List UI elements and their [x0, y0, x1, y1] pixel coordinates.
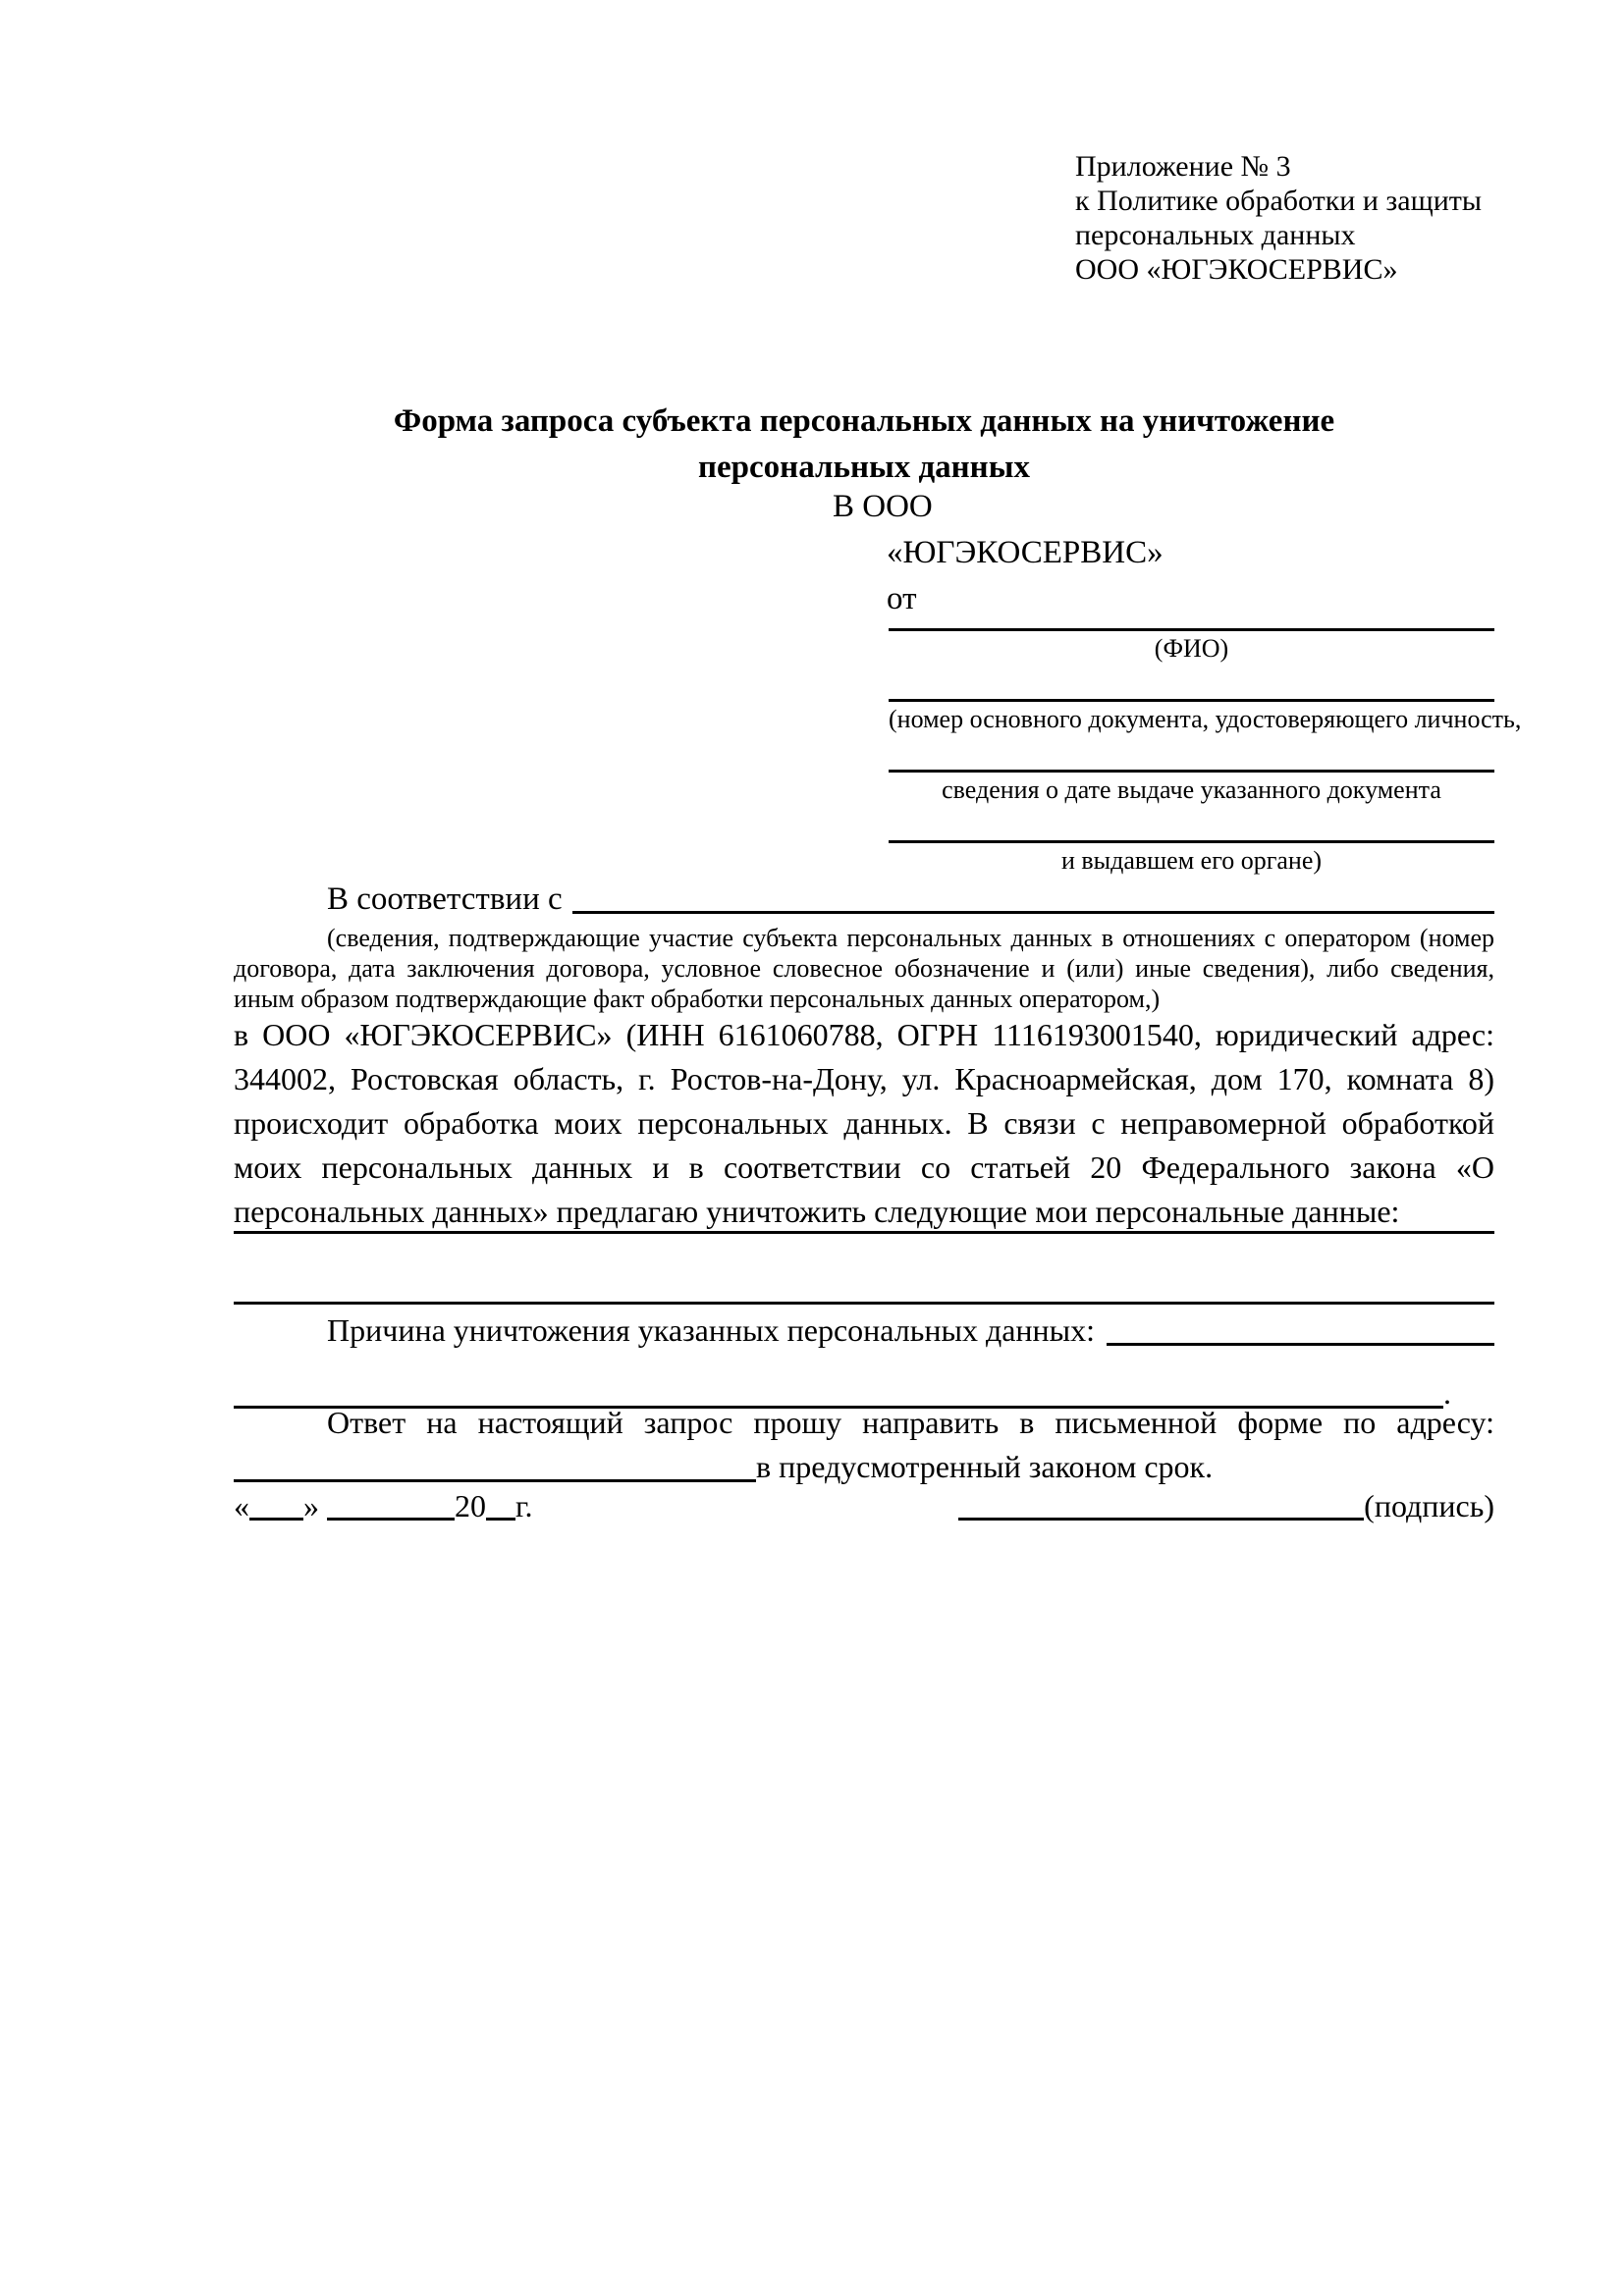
signature-date-row — [234, 1484, 1494, 1529]
signature-blank-line — [958, 1488, 1364, 1521]
form-title — [234, 399, 1494, 491]
doc-number-label: (номер основного документа, удостоверяющего личность, — [889, 705, 1522, 733]
fio-label: (ФИО) — [1154, 634, 1229, 663]
doc-issue-date-label: сведения о дате выдаче указанного документа — [942, 775, 1441, 804]
date-line — [234, 1484, 533, 1526]
reason-line — [234, 1309, 1494, 1351]
day-blank — [249, 1488, 303, 1521]
month-blank — [327, 1488, 455, 1521]
response-suffix: в предусмотренный законом срок. — [756, 1449, 1214, 1484]
reason-blank-line — [1107, 1309, 1494, 1346]
appendix-header — [1075, 149, 1482, 287]
accordance-prefix: В соответствии с — [327, 881, 563, 917]
date-open-quote: « — [234, 1488, 249, 1523]
doc-issue-date-blank-line — [889, 770, 1494, 773]
header-line: персональных данных — [1075, 219, 1356, 251]
doc-issuer-blank-line — [889, 840, 1494, 843]
main-paragraph: в ООО «ЮГЭКОСЕРВИС» (ИНН 6161060788, ОГРН 1116193001540, юридический адрес: 344002, Ростовская область, г. Ростов-на-Дону, ул. Красноармейская, дом 170, комната 8) происходит обработка моих персональных данных. В связи с неправомерной обработкой моих персональных данных и в соответствии со статьей 20 Федерального закона «О персональных данных» предлагаю уничтожить следующие мои персональные данные: — [234, 1017, 1494, 1229]
doc-issuer-label: и выдавшем его органе) — [1060, 846, 1323, 875]
data-to-destroy-blank-line-2 — [234, 1302, 1494, 1305]
reason-line-period: . — [1443, 1375, 1451, 1411]
year-suffix: г. — [515, 1488, 533, 1523]
accordance-note: (сведения, подтверждающие участие субъекта персональных данных в отношениях с оператором (номер договора, дата заключения договора, условное словесное обозначение и (или) иные сведения), либо сведения, иным образом подтверждающие факт обработки персональных данных оператором,) — [234, 924, 1494, 1013]
doc-number-blank-line — [889, 699, 1494, 702]
reason-prefix: Причина уничтожения указанных персональных данных: — [327, 1312, 1096, 1348]
accordance-line — [327, 880, 1494, 919]
year-prefix: 20 — [455, 1488, 486, 1523]
fio-blank-line — [889, 628, 1494, 631]
header-line: Приложение № 3 — [1075, 150, 1291, 183]
addressee-org-name: «ЮГЭКОСЕРВИС» — [887, 535, 1164, 570]
addressee-from-label: от — [887, 581, 917, 616]
header-line: ООО «ЮГЭКОСЕРВИС» — [1075, 253, 1398, 286]
response-address-blank-line — [234, 1446, 756, 1482]
date-close-quote: » — [303, 1488, 319, 1523]
addressee-org-line: В ООО — [833, 489, 933, 524]
signature-line — [958, 1484, 1494, 1526]
form-title-text: Форма запроса субъекта персональных данных на уничтожение персональных данных — [393, 403, 1335, 485]
header-line: к Политике обработки и защиты — [1075, 185, 1483, 217]
response-address-line — [234, 1446, 1494, 1487]
signature-label: (подпись) — [1364, 1488, 1494, 1523]
data-to-destroy-blank-line-1 — [234, 1231, 1494, 1234]
response-sentence: Ответ на настоящий запрос прошу направить в письменной форме по адресу: — [327, 1405, 1494, 1440]
year-blank — [486, 1488, 515, 1521]
accordance-blank-line — [572, 880, 1494, 914]
